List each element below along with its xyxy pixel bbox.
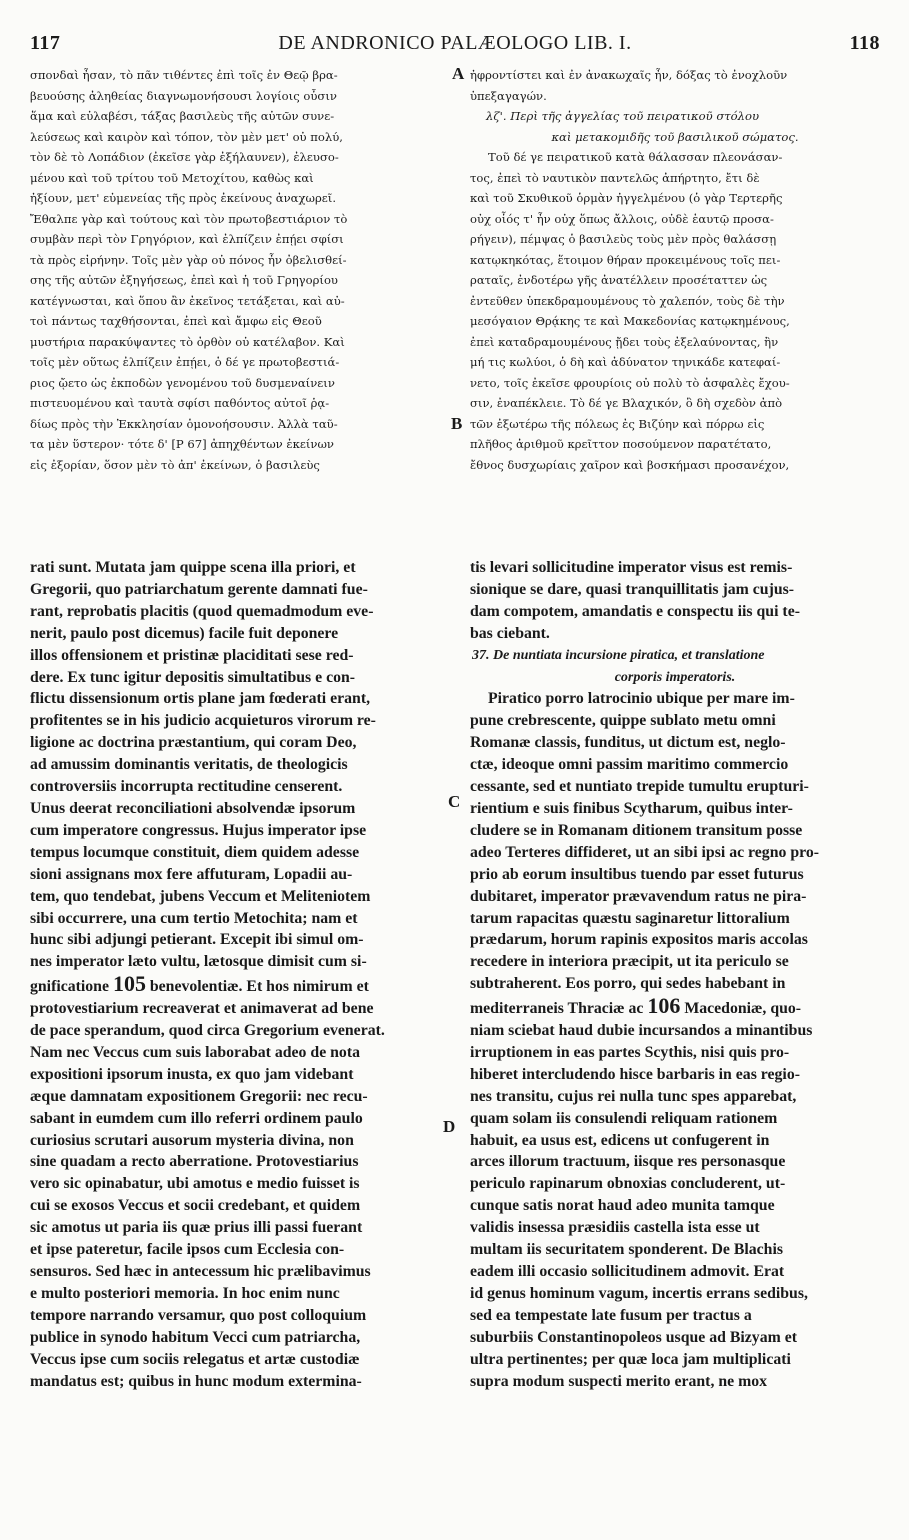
text-line: bas ciebant. (470, 624, 550, 642)
text-line: quam solam iis consulendi reliquam rationem (470, 1109, 778, 1127)
page-marker-number: 106 (647, 995, 681, 1019)
text-line: μή τις κωλύοι, ὁ δὴ καὶ ἀδύνατον τηνικάδε κατεφαί- (470, 355, 781, 369)
text-line: ἐντεῦθεν ὑπεκδραμουμένους τὸ χαλεπόν, τοὺς δὲ τὴν (470, 293, 785, 308)
text-line: prædarum, horum rapinis expositos maris accolas (470, 931, 808, 949)
margin-letter-d: D (443, 1117, 456, 1136)
text-line: id genus hominum vagum, incertis errans sedibus, (470, 1284, 808, 1302)
text-line: ραταῖς, ἐνδοτέρω γῆς ἀνατέλλειν προσέταττεν ὡς (470, 273, 768, 287)
text-line: de pace sperandum, quod circa Gregorium evenerat. (30, 1022, 385, 1040)
text-line: arces illorum tractuum, iisque res personasque (470, 1153, 786, 1171)
text-line: illos offensionem et pristinæ placiditati sese red- (30, 646, 354, 664)
text-line: tis levari sollicitudine imperator visus est remis- (470, 559, 793, 576)
text-line: mandatus est; quibus in hunc modum extermina- (30, 1372, 362, 1390)
text-line: τῶν ἐξωτέρω τῆς πόλεως ἐς Βιζύην καὶ πόρρω εἰς (470, 416, 765, 431)
text-line: recedere in interiora præcipit, ut ita periculo se (470, 953, 789, 971)
text-line: καὶ τοῦ Σκυθικοῦ ὁρμὰν ἠγγελμένου (ὁ γὰρ Τερτερῆς (470, 191, 783, 205)
text-line: sabant in eumdem cum illo referri ordinem paulo (30, 1109, 363, 1127)
text-line: μυστήρια παρακύψαντες τὸ ὀρθὸν οὐ κατέλαβον. Καὶ (30, 334, 345, 349)
text-line: eadem illi occasio sollicitudinem admovit. Erat (470, 1263, 785, 1280)
text-line: tempus locumque constituit, diem quidem adesse (30, 843, 360, 861)
text-line: rant, reprobatis placitis (quod quemadmodum eve- (30, 602, 374, 620)
text-line: dere. Ex tunc igitur depositis simultatibus e con- (30, 668, 356, 686)
text-line: sine quadam a recto aberratione. Protovestiarius (30, 1153, 359, 1171)
text-line: σης τῆς αὐτῶν ἐξηγήσεως, ἐπεὶ καὶ ἡ τοῦ Γρηγορίου (30, 273, 338, 287)
text-line: ctæ, ideoque omni passim maritimo commercio (470, 756, 789, 774)
text-line: Nam nec Veccus cum suis laborabat adeo de nota (30, 1043, 360, 1061)
text-line: publice in synodo habitum Vecci cum patriarcha, (30, 1328, 361, 1346)
text-line: Unus deerat reconciliationi absolvendæ ipsorum (30, 799, 356, 817)
text-line: Gregorii, quo patriarchatum gerente damnati fue- (30, 580, 368, 598)
text-line: gnificatione 105 benevolentiæ. Et hos nimirum et (30, 973, 369, 997)
text-line: νετο, τοῖς ἐκεῖσε φρουρίοις οὐ πολὺ τὸ ἀσφαλὲς ἔχου- (470, 375, 790, 390)
text-line: ἠφροντίστει καὶ ἐν ἀνακωχαῖς ἦν, δόξας τὸ ἐνοχλοῦν (470, 68, 788, 82)
text-line: et ipse pateretur, facile ipsos cum Ecclesia con- (30, 1241, 345, 1259)
text-line: τα μὲν ὕστερον· τότε δ' [P 67] ἀπηχθέντων ἐκείνων (30, 437, 334, 451)
text-line: σπονδαὶ ἦσαν, τὸ πᾶν τιθέντες ἐπὶ τοῖς ἐν Θεῷ βρα- (30, 68, 338, 82)
text-line: supra modum suspecti merito erant, ne mox (470, 1372, 768, 1390)
text-line: τος, ἐπεὶ τὸ ναυτικὸν παντελῶς ἀπήρτητο, ἔτι δὲ (470, 170, 760, 185)
text-line: κατέγνωσται, καὶ ὅπου ἂν ἐκεῖνος τετάξεται, καὶ αὐ- (30, 293, 345, 308)
greek-chapter-heading: λζ'. Περὶ τῆς ἀγγελίας τοῦ πειρατικοῦ στόλου (486, 109, 760, 123)
text-line: nes transitu, cujus rei nulla tunc spes apparebat, (470, 1087, 797, 1105)
text-line: σιν, ἐναπέκλειε. Τὸ δέ γε Βλαχικόν, ὃ δὴ σχεδὸν ἀπὸ (470, 396, 783, 410)
text-line: multam iis securitatem sponderent. De Blachis (470, 1241, 783, 1259)
text-line: e multo posteriori memoria. In hoc enim nunc (30, 1284, 340, 1302)
text-line: τὰ πρὸς εἰρήνην. Τοῖς μὲν γὰρ οὐ πόνος ἦν ὀβελισθεί- (30, 252, 347, 267)
running-title: DE ANDRONICO PALÆOLOGO LIB. I. (278, 32, 632, 54)
text-line: τοῖς μὲν οὕτως ἐλπίζειν ἐπῄει, ὁ δέ γε πρωτοβεστιά- (30, 355, 340, 369)
text-line: validis insessa præsidiis castella ista esse ut (470, 1219, 760, 1237)
text-line: βευούσης ἀληθείας διαγνωμονήσουσι λογίοις οὖσιν (30, 88, 337, 103)
text-line: protovestiarium recreaverat et animaverat ad bene (30, 1000, 374, 1018)
running-header (30, 32, 880, 54)
text-line: hiberet intercludendo hisce barbaris in eas regio- (470, 1065, 800, 1083)
text-line: vero sic opinabatur, ubi amotus e medio fuisset is (30, 1175, 360, 1193)
text-line: flictu dissensionum ortis plane jam fœderati erant, (30, 690, 371, 708)
text-line: irruptionem in eas partes Scythis, nisi quis pro- (470, 1043, 790, 1061)
text-line: mediterraneis Thraciæ ac 106 Macedoniæ, quo- (470, 995, 802, 1019)
text-line: εἰς ἐξορίαν, ὅσον μὲν τὸ ἀπ' ἐκείνων, ὁ βασιλεὺς (30, 457, 320, 472)
text-line: Ἔθαλπε γὰρ καὶ τούτους καὶ τὸν πρωτοβεστιάριον τὸ (30, 211, 348, 226)
text-line: λεύσεως καὶ καιρὸν καὶ τόπον, τὸν μὲν μετ' οὐ πολύ, (30, 129, 343, 144)
text-line: ριος ᾤετο ὡς ἐκποδὼν γενομένου τοῦ δυσμεναίνειν (30, 375, 335, 390)
page-number-left: 117 (30, 32, 61, 54)
margin-letter-b: B (451, 414, 463, 433)
greek-chapter-heading-line2: καὶ μετακομιδῆς τοῦ βασιλικοῦ σώματος. (551, 129, 799, 144)
text-line: ρήγειν), πέμψας ὁ βασιλεὺς τοὺς μὲν πρὸς θαλάσσῃ (470, 232, 777, 246)
margin-letter-a: A (452, 64, 465, 83)
text-line: sibi occurrere, una cum tertio Metochita; nam et (30, 909, 358, 927)
text-line: Romanæ classis, funditus, ut dictum est, neglo- (470, 734, 786, 752)
greek-text-left-column (30, 65, 448, 485)
text-line: Veccus ipse cum sociis relegatus et artæ custodiæ (30, 1350, 360, 1368)
text-line: cludere se in Romanam ditionem transitum posse (470, 821, 803, 839)
text-line: δίως πρὸς τὴν Ἐκκλησίαν ὁμονοήσουσιν. Ἀλλὰ ταῦ- (30, 416, 338, 431)
greek-text-right-column (470, 65, 880, 540)
text-line: rientium e suis finibus Scytharum, quibus inter- (470, 799, 793, 817)
text-line: rati sunt. Mutata jam quippe scena illa priori, et (30, 559, 356, 576)
text-line: æque damnatam expositionem Gregorii: nec recu- (30, 1087, 368, 1105)
text-line: sensuros. Sed hæc in antecessum hic prælibavimus (30, 1263, 371, 1280)
text-line: sic amotus ut paria iis quæ prius illi passi fuerant (30, 1219, 363, 1237)
text-line: subtraherent. Eos porro, qui sedes habebant in (470, 975, 786, 993)
text-line: ligione ac doctrina præstantium, qui coram Deo, (30, 734, 357, 752)
latin-text-right-column (470, 557, 880, 1532)
text-line: Τοῦ δέ γε πειρατικοῦ κατὰ θάλασσαν πλεονάσαν- (488, 150, 783, 164)
text-line: niam sciebat haud dubie incursandos a minantibus (470, 1022, 813, 1040)
latin-chapter-heading: 37. De nuntiata incursione piratica, et translatione (472, 647, 765, 663)
margin-letter-c: C (448, 792, 461, 811)
text-line: nerit, paulo post dicemus) facile fuit deponere (30, 624, 339, 642)
latin-text-left-column (30, 557, 450, 1397)
text-line: hunc sibi adjungi petierant. Excepit ibi simul om- (30, 931, 364, 949)
text-line: συμβὰν περὶ τὸν Γρηγόριον, καὶ ἐλπίζειν ἐπῄει σφίσι (30, 232, 344, 246)
text-line: οὐχ οἷός τ' ἦν οὐχ ὅπως ἄλλοις, οὐδὲ ἑαυτῷ προσα- (470, 211, 774, 226)
text-line: dubitaret, imperator prævavendum ratus ne pira- (470, 887, 807, 905)
text-line: prio ab eorum insultibus tuendo par esset futurus (470, 865, 804, 883)
text-line: suburbiis Constantinopoleos usque ad Bizyam et (470, 1328, 797, 1346)
text-line: ὑπεξαγαγών. (470, 88, 547, 103)
text-line: cui se exosos Veccus et socii credebant, et quidem (30, 1197, 361, 1215)
text-line: μένου καὶ τοῦ τρίτου τοῦ Μετοχίτου, καθὼς καὶ (30, 170, 314, 185)
text-line: πλῆθος ἀριθμοῦ κρεῖττον ποσούμενον παρατέτατο, (470, 437, 772, 451)
page-marker-number: 105 (112, 973, 146, 997)
text-line: πιστευομένου καὶ ταυτὰ σφίσι παθόντος αὐτοῖ ῥᾳ- (30, 396, 330, 410)
text-line: sioni assignans mox fere affuturam, Lopadii au- (30, 865, 353, 883)
text-line: habuit, ea usus est, edicens ut confugerent in (470, 1131, 770, 1149)
text-line: adeo Terteres diffideret, ut an sibi ipsi ac regno pro- (470, 843, 819, 861)
text-line: curiosius scrutari ausorum mysteria divina, non (30, 1131, 354, 1149)
text-line: ἅμα καὶ εὐλαβέσι, τάξας βασιλεὺς τῆς αὐτῶν συνε- (30, 109, 335, 123)
text-line: sed ea tempestate late fusum per tractus a (470, 1306, 752, 1324)
text-line: cessante, sed et nuntiato trepide tumultu erupturi- (470, 778, 809, 796)
text-line: periculo rapinarum obnoxias concluderent, ut- (470, 1175, 786, 1193)
text-line: ultra pertinentes; per quæ loca jam multiplicati (470, 1350, 791, 1368)
text-line: expositioni ipsorum inusta, ex quo jam videbant (30, 1065, 354, 1083)
text-line: ἐπεὶ καταδραμουμένους ᾔδει τοὺς ἐξελαύνοντας, ἢν (470, 334, 779, 349)
text-line: dam compotem, amandatis e conspectu iis qui te- (470, 602, 800, 620)
text-line: pune crebrescente, quippe sublato metu omni (470, 712, 776, 730)
text-line: tempore narrando versamur, quo post colloquium (30, 1306, 367, 1324)
text-line: nes imperator læto vultu, lætosque dimisit cum si- (30, 953, 367, 971)
text-line: ἠξίουν, μετ' εὐμενείας τῆς πρὸς ἐκείνους ἀναχωρεῖ. (30, 191, 337, 205)
text-line: tarum rapacitas quæstu saginaretur littoralium (470, 909, 790, 927)
text-line: controversiis incorrupta rectitudine censerent. (30, 778, 343, 796)
text-line: cunque satis norat haud adeo munita tamque (470, 1197, 775, 1215)
text-line: τὸν δὲ τὸ Λοπάδιον (ἐκεῖσε γὰρ ἐξήλαυνεν), ἐλευσο- (30, 150, 339, 164)
text-line: tem, quo tendebat, jubens Veccum et Meliteniotem (30, 887, 371, 905)
text-line: ἔθνος δυσχωρίαις χαῖρον καὶ βοσκήμασι προσανέχον, (470, 457, 790, 472)
text-line: sionique se dare, quasi tranquillitatis jam cujus- (470, 580, 795, 598)
latin-chapter-heading-line2: corporis imperatoris. (614, 669, 736, 685)
text-line: τοὶ πάντως ταχθήσονται, ἐπεὶ καὶ ἄμφω εἰς Θεοῦ (30, 314, 322, 328)
text-line: ad amussim dominantis veritatis, de theologicis (30, 756, 348, 774)
page-number-right: 118 (849, 32, 880, 54)
text-line: cum imperatore congressus. Hujus imperator ipse (30, 821, 367, 839)
text-line: κατῳκηκότας, ἕτοιμον θήραν προκειμένους τοῖς πει- (470, 252, 781, 267)
text-line: profitentes se in his judicio acquieturos virorum re- (30, 712, 376, 730)
text-line: Piratico porro latrocinio ubique per mare im- (488, 690, 795, 708)
text-line: μεσόγαιον Θρᾴκης τε καὶ Μακεδονίας κατῳκημένους, (470, 314, 790, 328)
